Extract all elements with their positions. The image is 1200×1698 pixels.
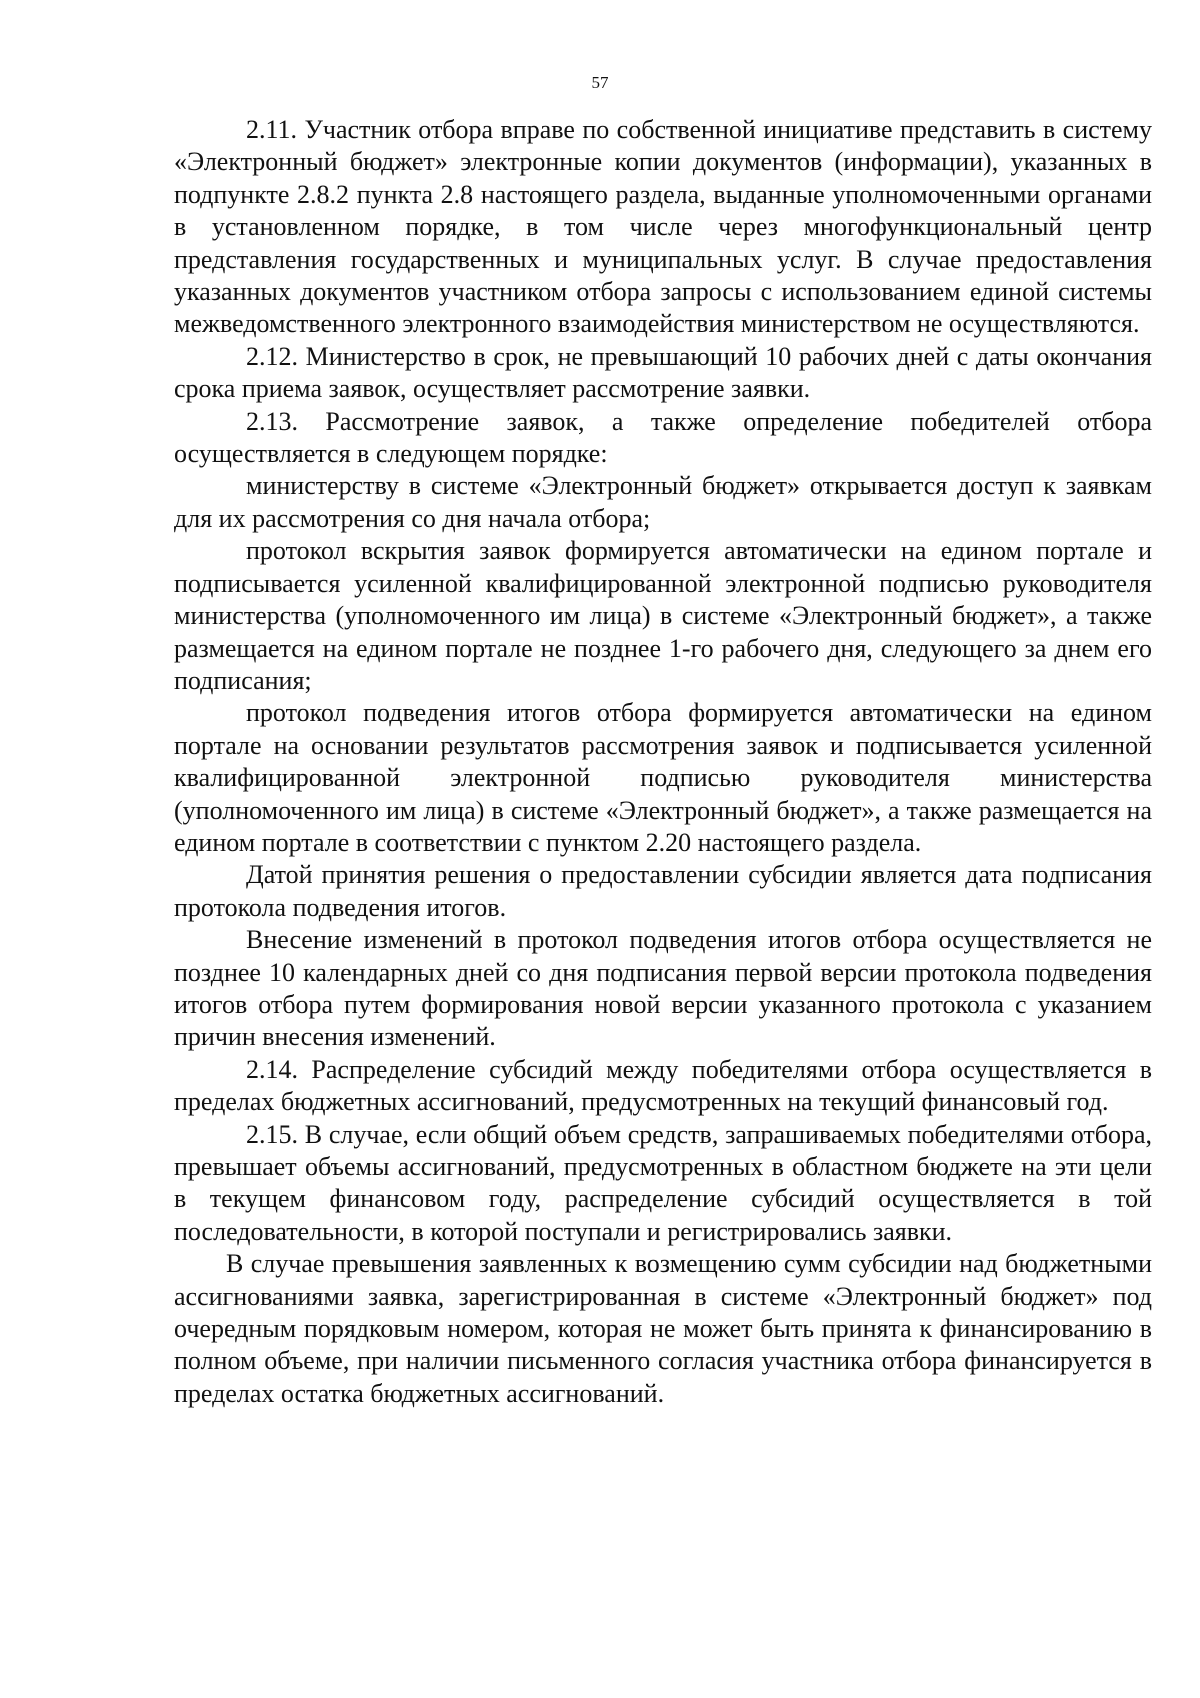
paragraph-2-15: 2.15. В случае, если общий объем средств, запрашиваемых победителями отбора, превышает объемы ассигнований, предусмотренных в областном бюджете на эти цели в текущем финансовом году, распределение субсидий осуществляется в той последовательности, в которой поступали и регистрировались заявки.	[174, 1119, 1152, 1246]
paragraph-opening-protocol: протокол вскрытия заявок формируется автоматически на едином портале и подписывается усиленной квалифицированной электронной подписью руководителя министерства (уполномоченного им лица) в системе «Электронный бюджет», а также размещается на едином портале не позднее 1-го рабочего дня, следующего за днем его подписания;	[174, 536, 1152, 695]
page-number: 57	[591, 73, 609, 92]
paragraph-protocol-changes: Внесение изменений в протокол подведения итогов отбора осуществляется не позднее 10 календарных дней со дня подписания первой версии протокола подведения итогов отбора путем формирования новой версии указанного протокола с указанием причин внесения изменений.	[174, 925, 1152, 1052]
paragraph-2-13: 2.13. Рассмотрение заявок, а также определение победителей отбора осуществляется в следующем порядке:	[174, 406, 1152, 469]
paragraph-2-11: 2.11. Участник отбора вправе по собственной инициативе представить в систему «Электронный бюджет» электронные копии документов (информации), указанных в подпункте 2.8.2 пункта 2.8 настоящего раздела, выданные уполномоченными органами в установленном порядке, в том числе через многофункциональный центр представления государственных и муниципальных услуг. В случае предоставления указанных документов участником отбора запросы с использованием единой системы межведомственного электронного взаимодействия министерством не осуществляются.	[174, 115, 1152, 339]
paragraph-access-clause: министерству в системе «Электронный бюджет» открывается доступ к заявкам для их рассмотрения со дня начала отбора;	[174, 471, 1152, 533]
paragraph-2-12: 2.12. Министерство в срок, не превышающий 10 рабочих дней с даты окончания срока приема заявок, осуществляет рассмотрение заявки.	[174, 341, 1152, 404]
paragraph-results-protocol: протокол подведения итогов отбора формируется автоматически на едином портале на основании результатов рассмотрения заявок и подписывается усиленной квалифицированной электронной подписью руководителя министерства (уполномоченного им лица) в системе «Электронный бюджет», а также размещается на едином портале в соответствии с пунктом 2.20 настоящего раздела.	[174, 698, 1152, 857]
paragraph-2-14: 2.14. Распределение субсидий между победителями отбора осуществляется в пределах бюджетных ассигнований, предусмотренных на текущий финансовый год.	[174, 1054, 1152, 1117]
paragraph-excess-clause: В случае превышения заявленных к возмещению сумм субсидии над бюджетными ассигнованиями заявка, зарегистрированная в системе «Электронный бюджет» под очередным порядковым номером, которая не может быть принята к финансированию в полном объеме, при наличии письменного согласия участника отбора финансируется в пределах остатка бюджетных ассигнований.	[174, 1249, 1152, 1408]
paragraph-decision-date: Датой принятия решения о предоставлении субсидии является дата подписания протокола подведения итогов.	[174, 860, 1152, 922]
document-body	[174, 114, 1152, 1410]
